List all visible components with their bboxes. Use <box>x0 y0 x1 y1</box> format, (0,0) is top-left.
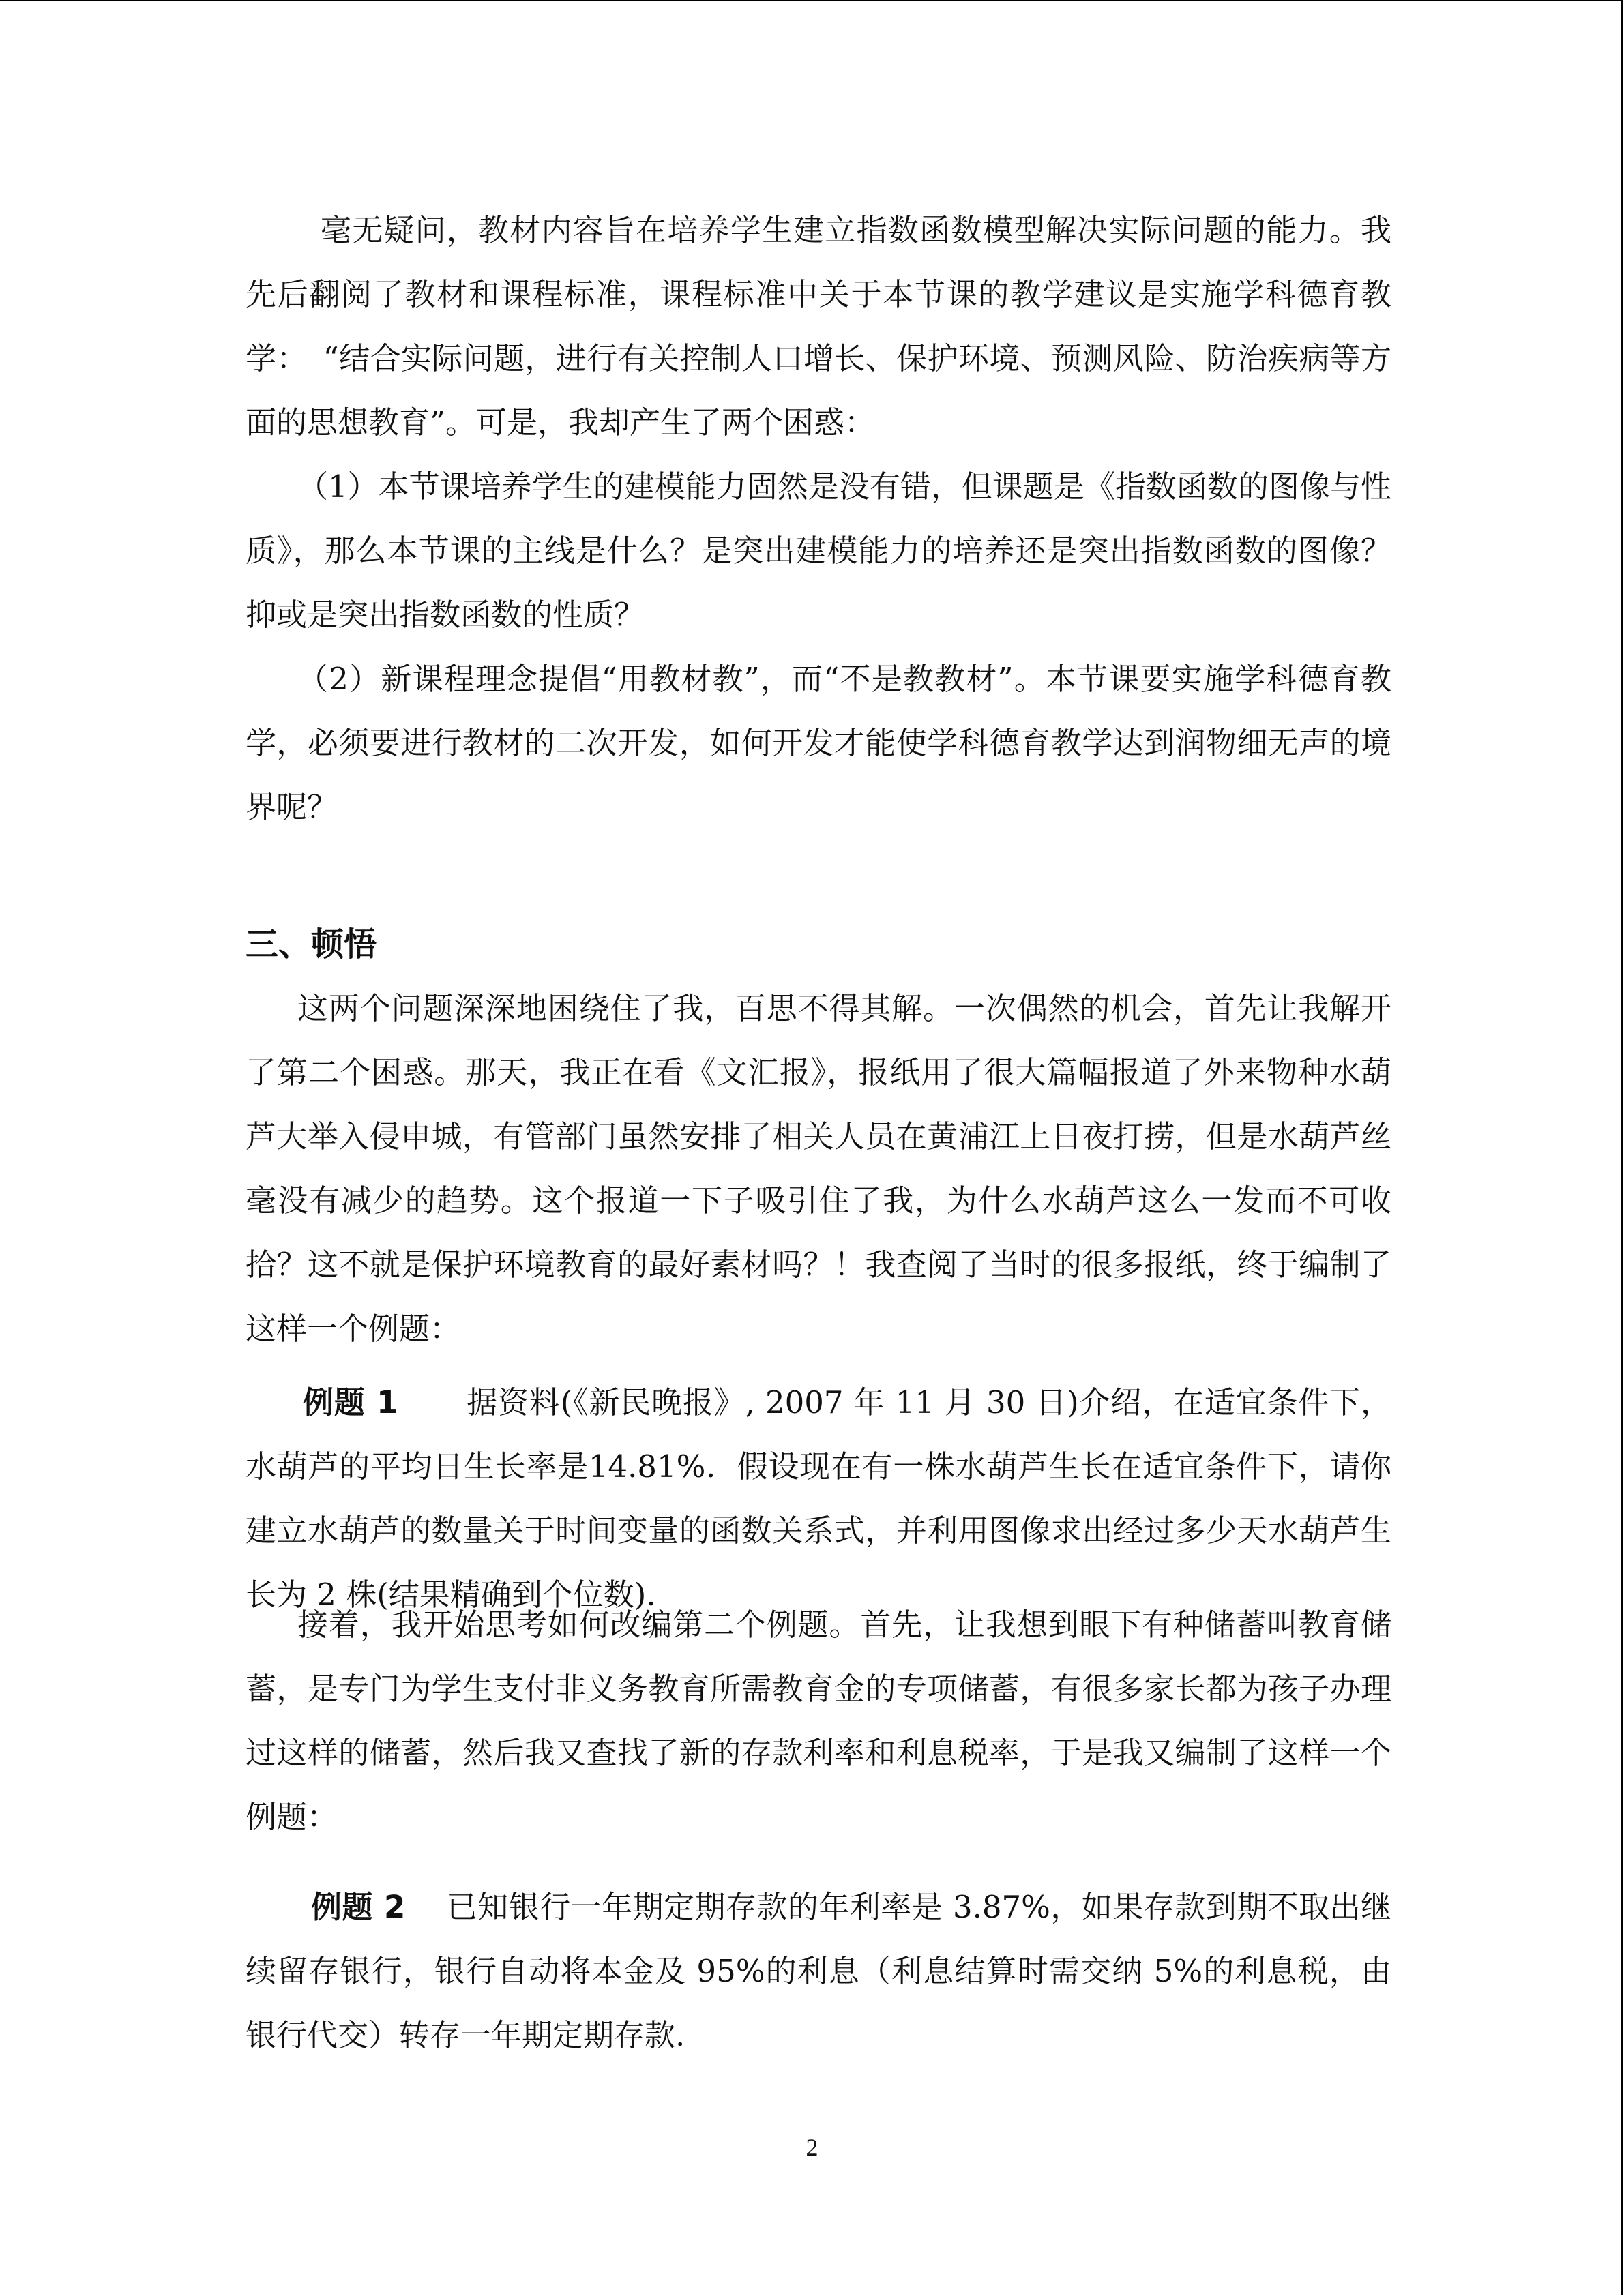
page-number: 2 <box>806 2134 818 2161</box>
confusion-2-paragraph: （2）新课程理念提倡“用教材教”，而“不是教教材”。本节课要实施学科德育教学，必须要进行教材的二次开发，如何开发才能使学科德育教学达到润物细无声的境界呢？ <box>246 661 1391 825</box>
section3-paragraph-1: 这两个问题深深地困绕住了我，百思不得其解。一次偶然的机会，首先让我解开了第二个困惑。那天，我正在看《文汇报》，报纸用了很大篇幅报道了外来物种水葫芦大举入侵申城，有管部门虽然安排了相关人员在黄浦江上日夜打捞，但是水葫芦丝毫没有减少的趋势。这个报道一下子吸引住了我，为什么水葫芦这么一发而不可收拾？这不就是保护环境教育的最好素材吗？！我查阅了当时的很多报纸，终于编制了这样一个例题： <box>246 990 1391 1347</box>
example-1-paragraph <box>246 1371 1391 1627</box>
confusion-1-paragraph: （1）本节课培养学生的建模能力固然是没有错，但课题是《指数函数的图像与性质》，那么本节课的主线是什么？是突出建模能力的培养还是突出指数函数的图像？抑或是突出指数函数的性质？ <box>246 468 1391 633</box>
example-1-label: 例题 1 <box>303 1384 398 1420</box>
example-2-label: 例题 2 <box>311 1889 406 1925</box>
example-1-text: 据资料(《新民晚报》, 2007 年 11 月 30 日)介绍，在适宜条件下，水葫芦的平均日生长率是14.81%．假设现在有一株水葫芦生长在适宜条件下，请你建立水葫芦的数量关于时间变量的函数关系式，并利用图像求出经过多少天水葫芦生长为 2 株(结果精确到个位数). <box>246 1384 1391 1613</box>
example-2-paragraph <box>246 1875 1391 2068</box>
section-heading: 三、顿悟 <box>246 925 377 964</box>
example-2-text: 已知银行一年期定期存款的年利率是 3.87%，如果存款到期不取出继续留存银行，银行自动将本金及 95%的利息（利息结算时需交纳 5%的利息税，由银行代交）转存一年期定期存款. <box>246 1889 1392 2053</box>
intro-paragraph: 毫无疑问，教材内容旨在培养学生建立指数函数模型解决实际问题的能力。我先后翻阅了教材和课程标准，课程标准中关于本节课的教学建议是实施学科德育教学： “结合实际问题，进行有关控制人口增长、保护环境、预测风险、防治疾病等方面的思想教育”。可是，我却产生了两个困惑： <box>246 212 1391 441</box>
section3-paragraph-2: 接着，我开始思考如何改编第二个例题。首先，让我想到眼下有种储蓄叫教育储蓄，是专门为学生支付非义务教育所需教育金的专项储蓄，有很多家长都为孩子办理过这样的储蓄，然后我又查找了新的存款利率和利息税率，于是我又编制了这样一个例题： <box>246 1607 1391 1835</box>
